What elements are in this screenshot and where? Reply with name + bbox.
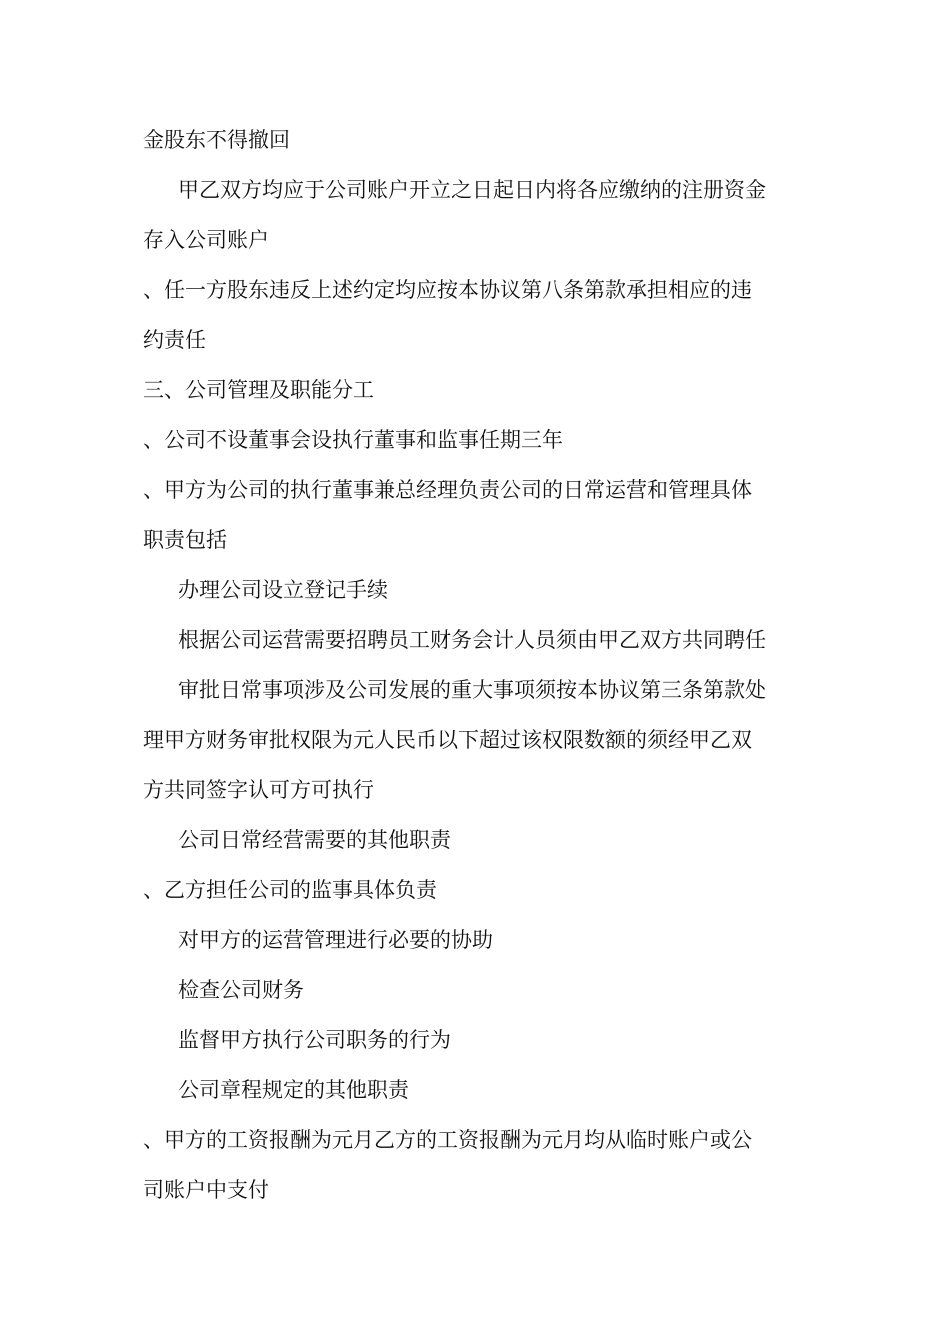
text-line: 检查公司财务: [178, 978, 304, 1002]
section-heading: 三、公司管理及职能分工: [143, 378, 374, 402]
text-line: 甲乙双方均应于公司账户开立之日起日内将各应缴纳的注册资金: [178, 178, 766, 202]
text-line: 、任一方股东违反上述约定均应按本协议第八条第款承担相应的违: [143, 278, 752, 302]
text-line: 、甲方为公司的执行董事兼总经理负责公司的日常运营和管理具体: [143, 478, 752, 502]
text-line: 公司章程规定的其他职责: [178, 1078, 409, 1102]
text-line: 职责包括: [143, 528, 227, 552]
text-line: 审批日常事项涉及公司发展的重大事项须按本协议第三条第款处: [178, 678, 766, 702]
text-line: 存入公司账户: [143, 228, 269, 252]
text-line: 公司日常经营需要的其他职责: [178, 828, 451, 852]
text-line: 理甲方财务审批权限为元人民币以下超过该权限数额的须经甲乙双: [143, 728, 752, 752]
text-line: 约责任: [143, 328, 206, 352]
text-line: 方共同签字认可方可执行: [143, 778, 374, 802]
text-line: 、公司不设董事会设执行董事和监事任期三年: [143, 428, 563, 452]
text-line: 司账户中支付: [143, 1178, 269, 1202]
text-line: 、甲方的工资报酬为元月乙方的工资报酬为元月均从临时账户或公: [143, 1128, 752, 1152]
text-line: 监督甲方执行公司职务的行为: [178, 1028, 451, 1052]
text-line: 根据公司运营需要招聘员工财务会计人员须由甲乙双方共同聘任: [178, 628, 766, 652]
text-line: 、乙方担任公司的监事具体负责: [143, 878, 437, 902]
text-line: 办理公司设立登记手续: [178, 578, 388, 602]
text-line: 对甲方的运营管理进行必要的协助: [178, 928, 493, 952]
text-line: 金股东不得撤回: [143, 128, 290, 152]
